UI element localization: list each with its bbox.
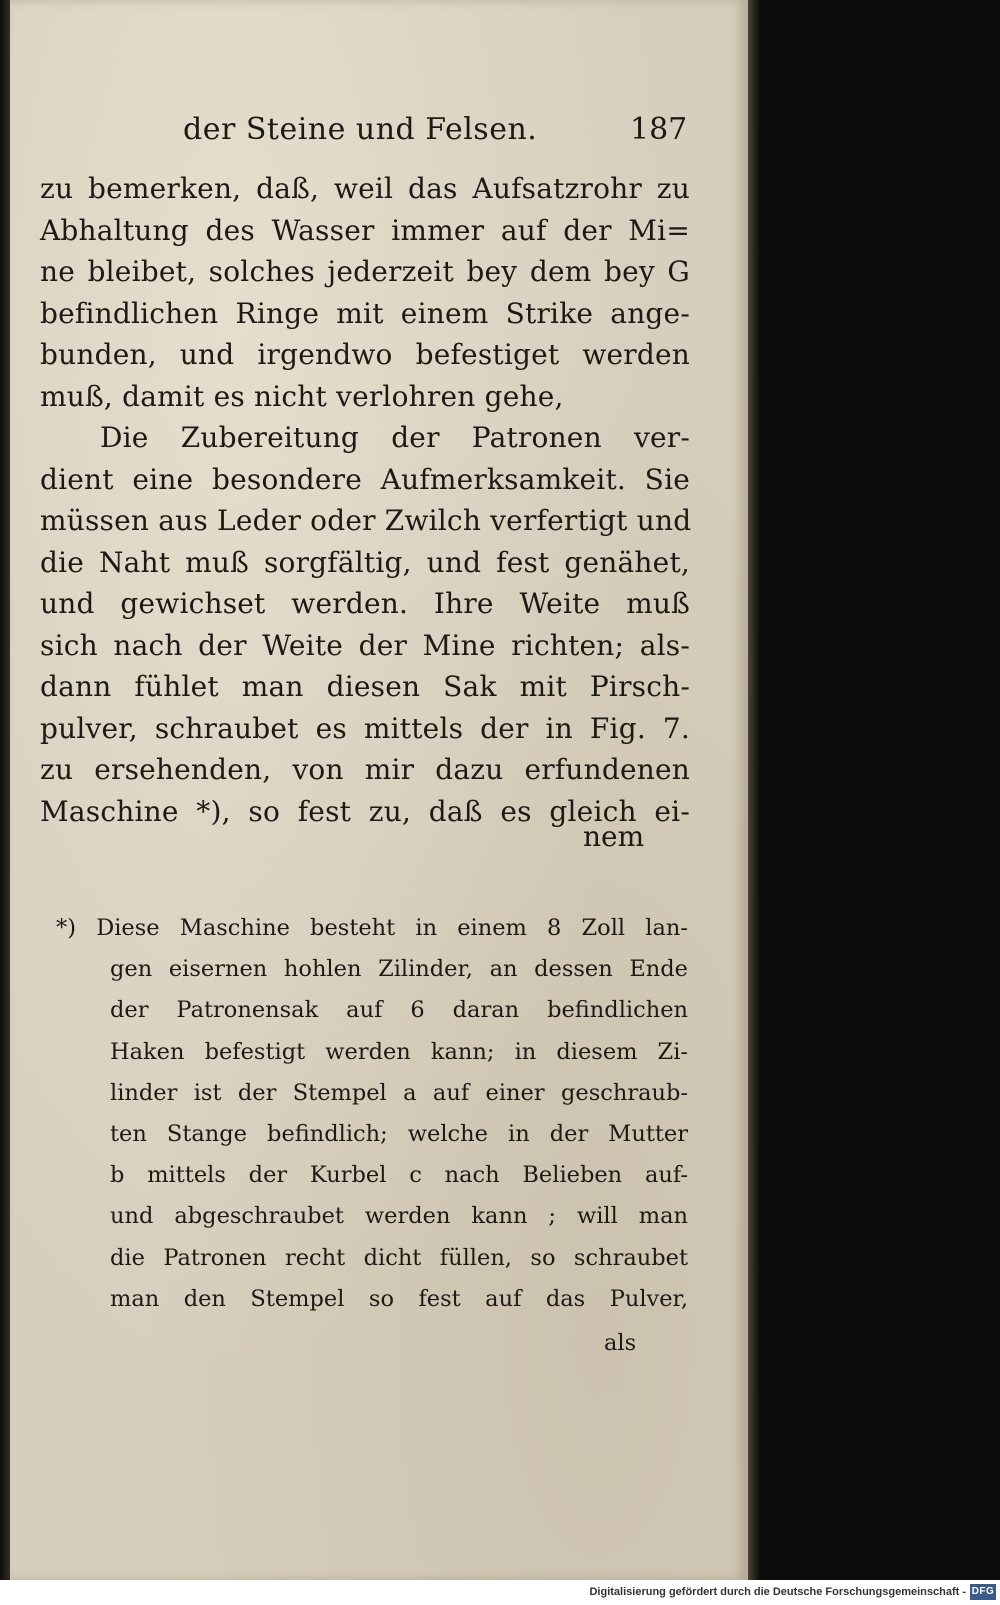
footnote-line: ten Stange befindlich; welche in der Mutter	[110, 1120, 688, 1147]
dfg-logo-icon: DFG	[970, 1584, 996, 1600]
funding-credit: Digitalisierung gefördert durch die Deutsche Forschungsgemeinschaft -	[589, 1586, 966, 1598]
text-line: müssen aus Leder oder Zwilch verfertigt und	[40, 504, 692, 537]
text-line: Maschine *), so fest zu, daß es gleich ei-	[40, 794, 690, 828]
text-line: pulver, schraubet es mittels der in Fig. 7.	[40, 711, 690, 745]
running-head: der Steine und Felsen.	[183, 112, 538, 147]
text-line: sich nach der Weite der Mine richten; als-	[40, 628, 690, 662]
text-line: dann fühlet man diesen Sak mit Pirsch-	[40, 670, 690, 703]
text-line: bunden, und irgendwo befestiget werden	[40, 338, 690, 371]
main-text-block	[40, 168, 690, 832]
page-number: 187	[630, 112, 688, 147]
text-line: die Naht muß sorgfältig, und fest genähet,	[40, 545, 690, 579]
book-binding	[748, 0, 1000, 1580]
footnote-line: Haken befestigt werden kann; in diesem Zi-	[110, 1038, 688, 1065]
paragraph-start-line: Die Zubereitung der Patronen ver-	[100, 421, 690, 454]
text-line: befindlichen Ringe mit einem Strike ange-	[40, 296, 690, 330]
footnote-line: der Patronensak auf 6 daran befindlichen	[110, 997, 688, 1024]
footnote-line: gen eisernen hohlen Zilinder, an dessen Ende	[110, 956, 688, 983]
footnote-block	[56, 908, 688, 1320]
footnote-line: und abgeschraubet werden kann ; will man	[110, 1203, 688, 1230]
text-line: Abhaltung des Wasser immer auf der Mi=	[40, 213, 690, 247]
footnote-line: die Patronen recht dicht füllen, so schraubet	[110, 1244, 688, 1271]
text-line: zu bemerken, daß, weil das Aufsatzrohr zu	[40, 172, 690, 205]
digitization-footer	[0, 1580, 1000, 1605]
text-line: muß, damit es nicht verlohren gehe,	[40, 379, 564, 413]
footnote-line: *) Diese Maschine besteht in einem 8 Zoll lan-	[56, 915, 688, 941]
text-line: zu ersehenden, von mir dazu erfundenen	[40, 753, 690, 786]
footnote-line: man den Stempel so fest auf das Pulver,	[110, 1285, 688, 1312]
page-gutter-shadow	[748, 0, 760, 1580]
catchword: nem	[583, 820, 645, 853]
text-line: und gewichset werden. Ihre Weite muß	[40, 587, 690, 620]
footnote-line: b mittels der Kurbel c nach Belieben auf-	[110, 1162, 688, 1189]
text-line: dient eine besondere Aufmerksamkeit. Sie	[40, 462, 690, 496]
footnote-catchword: als	[604, 1330, 637, 1356]
footnote-line: linder ist der Stempel a auf einer geschraub-	[110, 1079, 688, 1106]
text-line: ne bleibet, solches jederzeit bey dem bey G	[40, 255, 690, 288]
